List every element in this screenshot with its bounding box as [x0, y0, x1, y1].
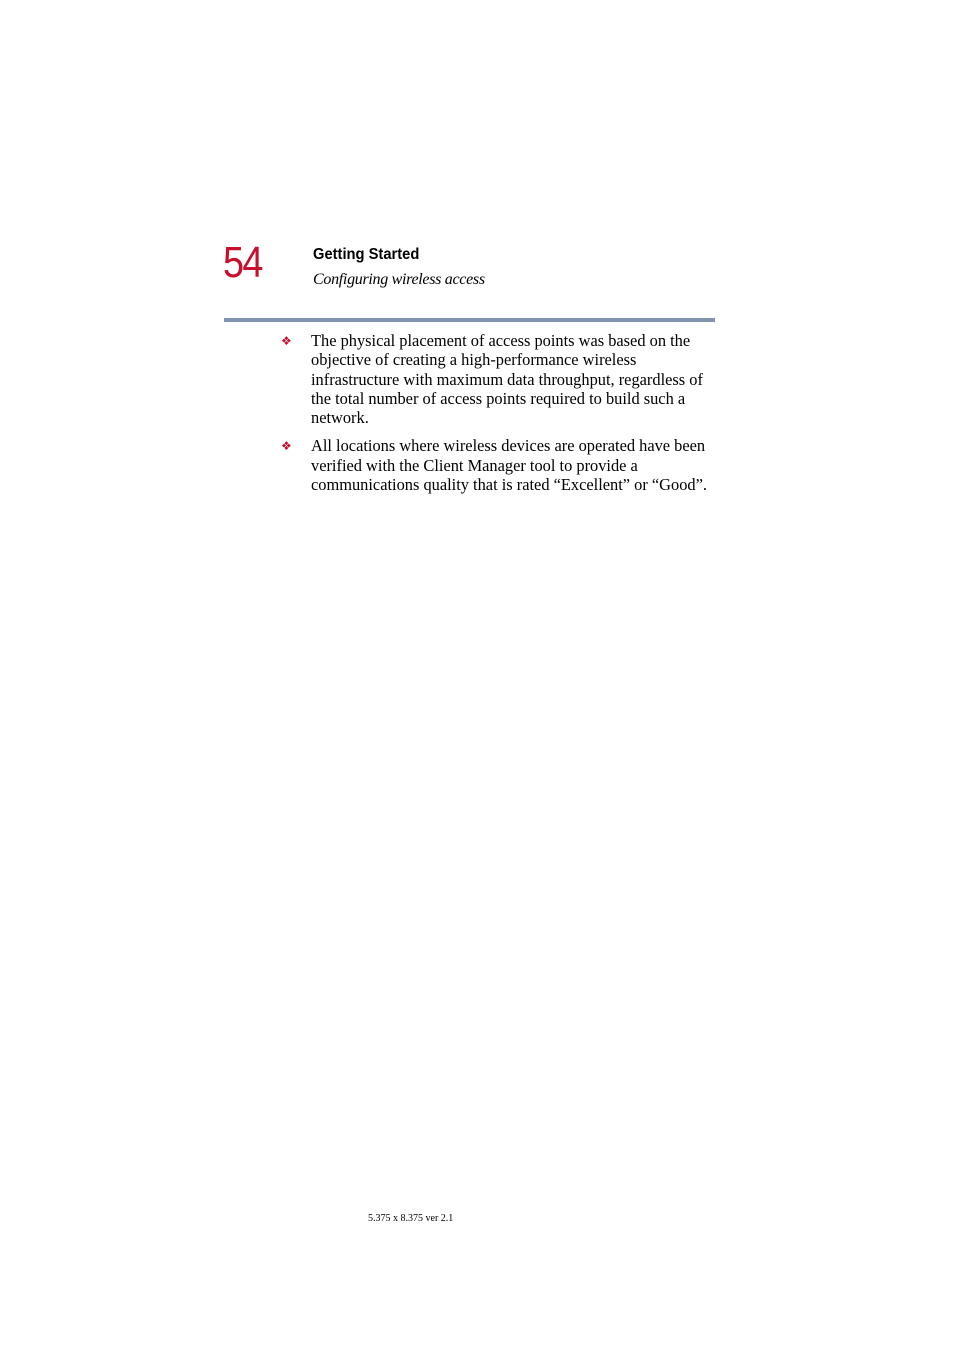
section-title: Configuring wireless access — [313, 271, 485, 288]
header-rule — [224, 318, 715, 322]
footer-note: 5.375 x 8.375 ver 2.1 — [368, 1213, 454, 1224]
list-item — [281, 436, 721, 494]
bullet-list — [281, 331, 721, 503]
diamond-bullet-icon: ❖ — [281, 439, 292, 454]
chapter-title: Getting Started — [313, 246, 420, 263]
page-number: 54 — [223, 238, 262, 287]
bullet-text: The physical placement of access points was based on the objective of creating a high-performance wireless infrastructure with maximum data throughput, regardless of the total number of access points required to build such a network. — [311, 331, 703, 428]
bullet-text: All locations where wireless devices are operated have been verified with the Client Manager tool to provide a communications quality that is rated “Excellent” or “Good”. — [311, 436, 707, 495]
list-item — [281, 331, 721, 427]
diamond-bullet-icon: ❖ — [281, 334, 292, 348]
